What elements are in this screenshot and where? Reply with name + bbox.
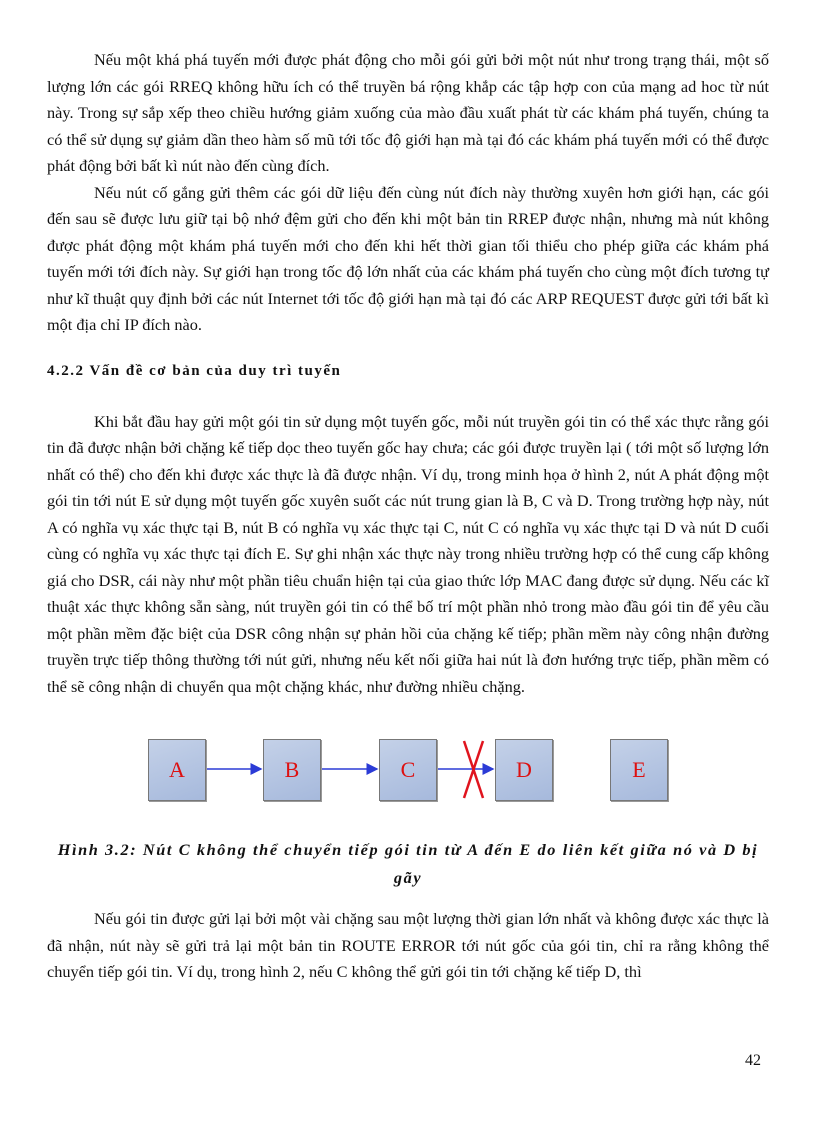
paragraph-route-error: Nếu gói tin được gửi lại bởi một vài chặng sau một lượng thời gian lớn nhất và không được xác thực là đã nhận, nút này sẽ gửi trả lại một bản tin ROUTE ERROR tới nút gốc của gói tin, chỉ ra rằng không thể chuyển tiếp gói tin. Ví dụ, trong hình 2, nếu C không thể gửi gói tin tới chặng kế tiếp D, thì <box>47 909 769 981</box>
route-diagram <box>47 714 769 824</box>
section-heading: 4.2.2 Vấn đề cơ bản của duy trì tuyến <box>47 362 342 379</box>
node-a: A <box>148 739 206 801</box>
figure-caption: Hình 3.2: Nút C không thể chuyển tiếp gói tin từ A đến E do liên kết giữa nó và D bị gãy <box>57 840 759 887</box>
node-c: C <box>379 739 437 801</box>
node-e: E <box>610 739 668 801</box>
page-number: 42 <box>745 1052 761 1069</box>
paragraph-send-buffer: Nếu nút cố gắng gửi thêm các gói dữ liệu đến cùng nút đích này thường xuyên hơn giới hạn, các gói đến sau sẽ được lưu giữ tại bộ nhớ đệm gửi cho đến khi một bản tin RREP được nhận, nhưng mà nút không được phát động một khám phá tuyến mới cho đến khi hết thời gian tối thiểu cho phép giữa các khám phá tuyến mới tới đích này. Sự giới hạn trong tốc độ lớn nhất của các khám phá tuyến cho cùng một đích tương tự như kĩ thuật quy định bởi các nút Internet tới tốc độ giới hạn mà tại đó các ARP REQUEST được gửi tới bất kì một địa chỉ IP đích nào. <box>47 182 769 334</box>
document-page <box>47 47 769 986</box>
paragraph-route-discovery-rate: Nếu một khá phá tuyến mới được phát động cho mỗi gói gửi bởi một nút như trong trạng thái, một số lượng lớn các gói RREQ không hữu ích có thể truyền bá rộng khắp các tập hợp con của mạng ad hoc từ nút này. Trong sự sắp xếp theo chiều hướng giảm xuống của mào đầu xuất phát từ các khám phá tuyến, chúng ta có thể sử dụng sự giảm dần theo hàm số mũ tới tốc độ giới hạn mà tại đó các khám phá tuyến mới có thể được phát động bởi bất kì nút nào đến cùng đích. <box>47 50 769 175</box>
paragraph-route-maintenance: Khi bắt đầu hay gửi một gói tin sử dụng một tuyến gốc, mỗi nút truyền gói tin có thể xác thực rằng gói tin đã được nhận bởi chặng kế tiếp dọc theo tuyến gốc hay chưa; các gói được truyền lại ( tới một số lượng lớn nhất có thể) cho đến khi được xác thực là đã được nhận. Ví dụ, trong minh họa ở hình 2, nút A phát động một gói tin tới nút E sử dụng một tuyến gốc xuyên suốt các nút trung gian là B, C và D. Trong trường hợp này, nút A có nghĩa vụ xác thực tại B, nút B có nghĩa vụ xác thực tại C, nút C có nghĩa vụ xác thực tại D và nút D cuối cùng có nghĩa vụ xác thực tại đích E. Sự ghi nhận xác thực này trong nhiều trường hợp có thể cung cấp không giá cho DSR, cái này như một phần tiêu chuẩn hiện tại của giao thức lớp MAC đang được sử dụng. Nếu các kĩ thuật xác thực không sẵn sàng, nút truyền gói tin có thể bố trí một phần nhỏ trong mào đầu gói tin để yêu cầu một phần mềm đặc biệt của DSR công nhận sự phản hồi của chặng kế tiếp; phần mềm này công nhận đường truyền trực tiếp thông thường tới nút gửi, nhưng nếu kết nối giữa hai nút là đơn hướng trực tiếp, phần mềm có thể sẽ công nhận di chuyển qua một chặng khác, như đường nhiều chặng. <box>47 411 769 696</box>
node-d: D <box>495 739 553 801</box>
node-b: B <box>263 739 321 801</box>
